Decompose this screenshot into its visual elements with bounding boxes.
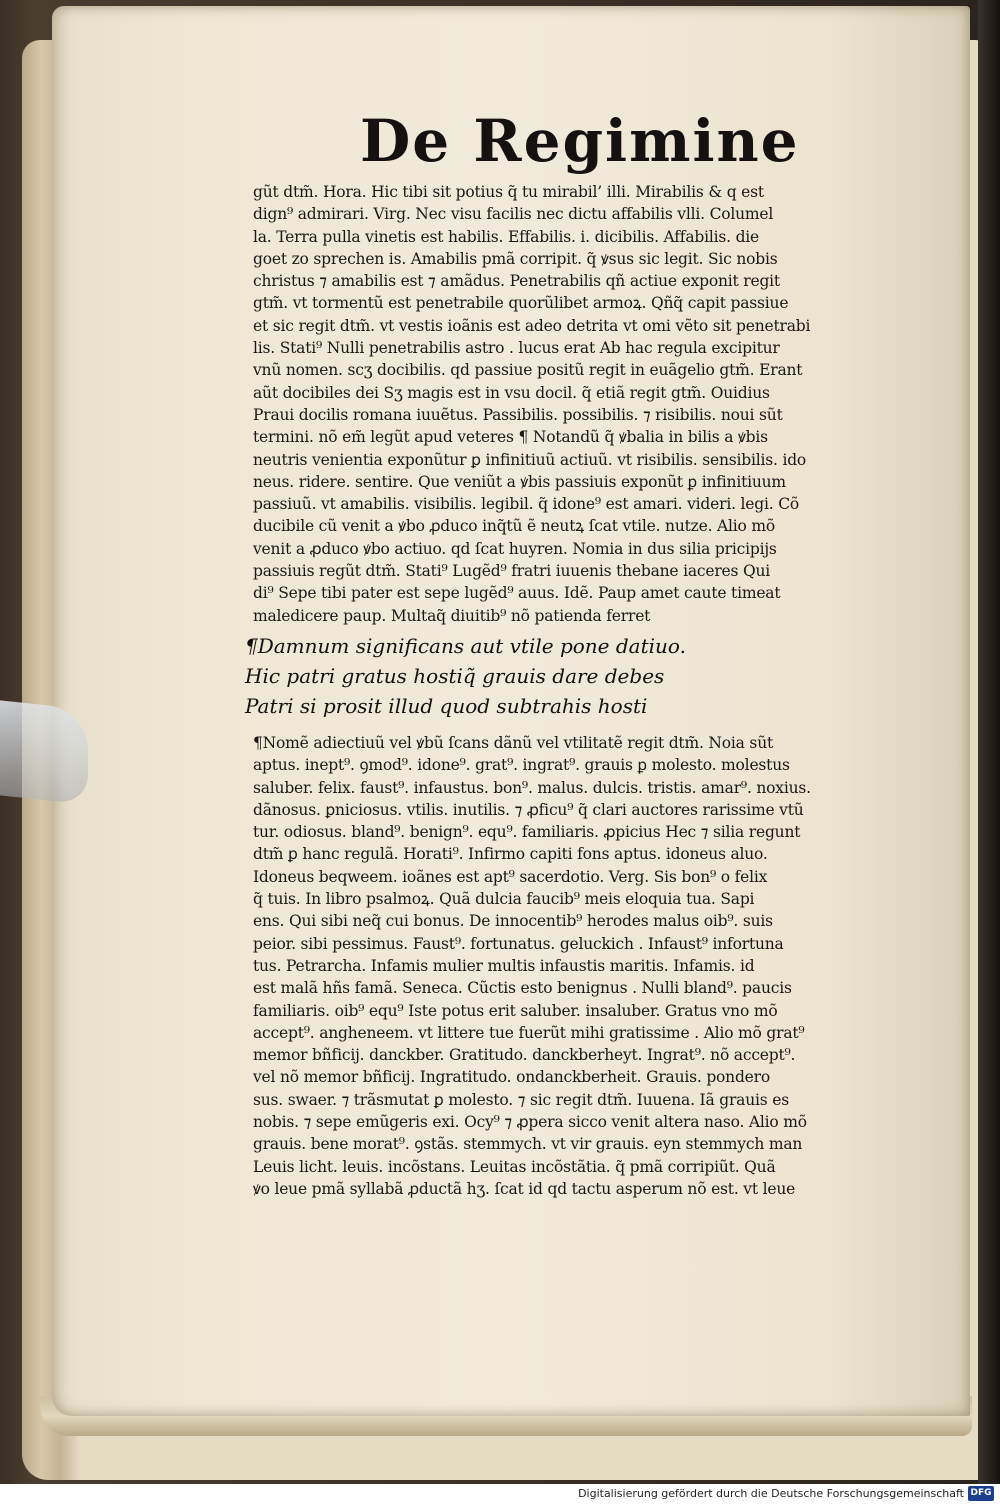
block2-line: grauis. bene morat⁹. ꝯstãs. stemmych. vt vir grauis. eyn stemmych man — [253, 1135, 803, 1154]
block1-line: lis. Stati⁹ Nulli penetrabilis astro . lucus erat Ab hac regula excipitur — [253, 339, 780, 358]
block2-line: ꝟo leue pmã syllabã ꝓductã hʒ. ſcat id qd tactu asperum nõ est. vt leue — [253, 1179, 796, 1198]
block1-line: ducibile cũ venit a ꝟbo ꝓduco inq̃tũ ẽ neutꝝ ſcat vtile. nutze. Alio mõ — [253, 517, 776, 536]
block2-line: ens. Qui sibi neq̃ cui bonus. De innocentib⁹ herodes malus oib⁹. suis — [253, 912, 773, 931]
block1-line: et sic regit dtm̃. vt vestis ioãnis est adeo detrita vt omi vẽto sit penetrabi — [253, 316, 811, 335]
footer-credit: Digitalisierung gefördert durch die Deutsche Forschungsgemeinschaft — [578, 1487, 964, 1500]
block1-line: termini. nõ em̃ legũt apud veteres ¶ Notandũ q̃ ꝟbalia in bilis a ꝟbis — [253, 428, 768, 447]
block2-line: ¶Nomẽ adiectiuũ vel ꝟbũ ſcans dãnũ vel vtilitatẽ regit dtm̃. Noia sũt — [253, 734, 774, 752]
block1-line: christus ⁊ amabilis est ⁊ amãdus. Penetrabilis qñ actiue exponit regit — [253, 272, 780, 291]
block2-line: peior. sibi pessimus. Faust⁹. fortunatus. geluckich . Infaust⁹ infortuna — [253, 934, 784, 953]
block2-line: nobis. ⁊ sepe emũgeris exi. Ocy⁹ ⁊ ꝓpera sicco venit altera naso. Alio mõ — [253, 1113, 807, 1132]
block1-line: Praui docilis romana iuuẽtus. Passibilis. possibilis. ⁊ risibilis. noui sũt — [253, 405, 783, 424]
verse-block — [245, 631, 865, 721]
block2-line: vel nõ memor bñficij. Ingratitudo. ondanckberheit. Grauis. pondero — [253, 1068, 770, 1087]
verse-line: Hic patri gratus hostiq̃ grauis dare debes — [245, 664, 665, 688]
dfg-logo: DFG — [968, 1486, 994, 1501]
block1-line: venit a ꝓduco ꝟbo actiuo. qd ſcat huyren. Nomia in dus silia pricipijs — [253, 539, 777, 558]
block1-line: neutris venientia exponũtur ꝑ infinitiuũ actiuũ. vt risibilis. sensibilis. ido — [253, 450, 807, 469]
block1-line: gtm̃. vt tormentũ est penetrabile quorũlibet armoꝝ. Qñq̃ capit passiue — [253, 294, 789, 313]
block1-line: maledicere paup. Multaq̃ diuitib⁹ nõ patienda ferret — [253, 606, 651, 625]
verse-line: ¶Damnum significans aut vtile pone datiuo. — [245, 634, 686, 658]
block2-line: dtm̃ ꝑ hanc regulã. Horati⁹. Infirmo capiti fons aptus. idoneus aluo. — [253, 845, 768, 864]
block1-line: di⁹ Sepe tibi pater est sepe lugẽd⁹ auus. Idẽ. Paup amet caute timeat — [253, 584, 781, 603]
block1-line: vnũ nomen. scʒ docibilis. qd passiue positũ regit in euãgelio gtm̃. Erant — [253, 361, 803, 380]
block2-line: dãnosus. ꝑniciosus. vtilis. inutilis. ⁊ ꝓficu⁹ q̃ clari auctores rarissime vtũ — [253, 800, 804, 819]
block2-line: tur. odiosus. bland⁹. benign⁹. equ⁹. familiaris. ꝓpicius Hec ⁊ silia regunt — [253, 823, 801, 842]
text-block-upper — [253, 181, 853, 627]
block2-line: sus. swaer. ⁊ trãsmutat ꝑ molesto. ⁊ sic regit dtm̃. Iuuena. Iã grauis es — [253, 1090, 789, 1109]
block2-line: tus. Petrarcha. Infamis mulier multis infaustis maritis. Infamis. id — [253, 956, 755, 975]
block1-line: neus. ridere. sentire. Que veniũt a ꝟbis passiuis exponũt ꝑ infinitiuum — [253, 472, 786, 491]
block2-line: memor bñficij. danckber. Gratitudo. danckberheyt. Ingrat⁹. nõ accept⁹. — [253, 1046, 796, 1065]
right-shadow — [978, 0, 1000, 1484]
block2-line: q̃ tuis. In libro psalmoꝝ. Quã dulcia faucib⁹ meis eloquia tua. Sapi — [253, 890, 755, 909]
block1-line: goet zo sprechen is. Amabilis pmã corripit. q̃ ꝟsus sic legit. Sic nobis — [253, 249, 778, 268]
block2-line: aptus. inept⁹. ꝯmod⁹. idone⁹. grat⁹. ingrat⁹. grauis ꝑ molesto. molestus — [253, 756, 790, 775]
verse-line: Patri si prosit illud quod subtrahis hosti — [245, 694, 648, 718]
block1-line: gũt dtm̃. Hora. Hic tibi sit potius q̃ tu mirabil’ illi. Mirabilis & q est — [253, 183, 764, 201]
block1-line: passiuũ. vt amabilis. visibilis. legibil. q̃ idone⁹ est amari. videri. legi. Cõ — [253, 495, 799, 514]
block2-line: accept⁹. angheneem. vt littere tue fuerũt mihi gratissime . Alio mõ grat⁹ — [253, 1023, 805, 1042]
block2-line: saluber. felix. faust⁹. infaustus. bon⁹. malus. dulcis. tristis. amar⁹. noxius. — [253, 778, 811, 797]
block2-line: Leuis licht. leuis. incõstans. Leuitas incõstãtia. q̃ pmã corripiũt. Quã — [253, 1157, 776, 1176]
text-block-lower — [253, 732, 853, 1200]
block2-line: est malã hñs famã. Seneca. Cũctis esto benignus . Nulli bland⁹. paucis — [253, 979, 792, 998]
page-heading: De Regimine — [360, 107, 800, 175]
block1-line: la. Terra pulla vinetis est habilis. Effabilis. i. dicibilis. Affabilis. die — [253, 227, 760, 246]
block2-line: Idoneus beqweem. ioãnes est apt⁹ sacerdotio. Verg. Sis bon⁹ o felix — [253, 867, 768, 886]
block1-line: passiuis regũt dtm̃. Stati⁹ Lugẽd⁹ fratri iuuenis thebane iaceres Qui — [253, 562, 771, 581]
block1-line: aũt docibiles dei Sʒ magis est in vsu docil. q̃ etiã regit gtm̃. Ouidius — [253, 383, 770, 402]
block2-line: familiaris. oib⁹ equ⁹ Iste potus erit saluber. insaluber. Gratus vno mõ — [253, 1001, 778, 1020]
block1-line: dign⁹ admirari. Virg. Nec visu facilis nec dictu affabilis vlli. Columel — [253, 205, 774, 224]
